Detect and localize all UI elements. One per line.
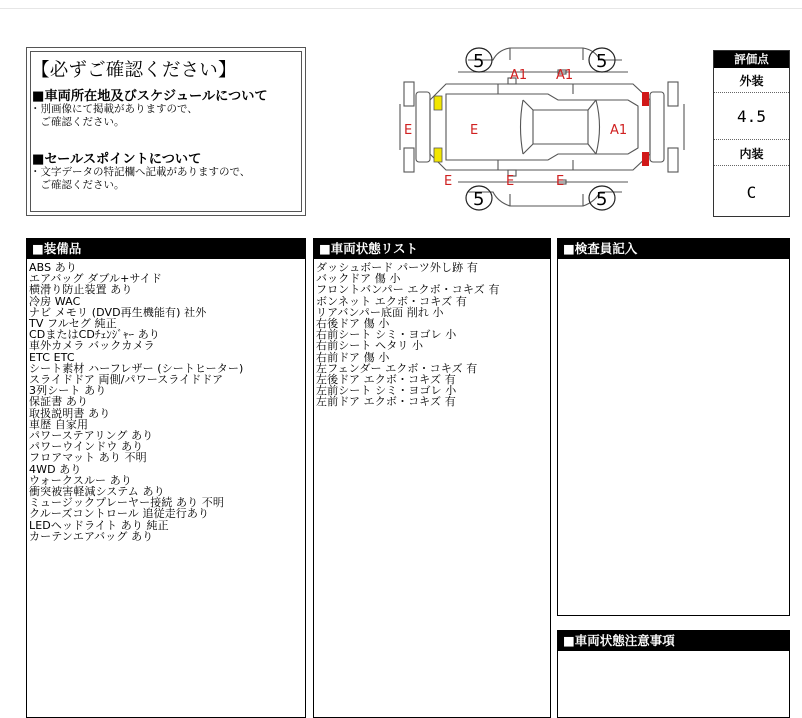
list-item: ABS あり — [29, 261, 77, 274]
damage-mark: E — [556, 174, 565, 189]
list-item: ナビ メモリ (DVD再生機能有) 社外 — [29, 305, 207, 319]
damage-mark: E — [506, 174, 515, 189]
sales-note-2: ご確認ください。 — [30, 179, 125, 191]
list-item: 横滑り防止装置 あり — [29, 283, 133, 297]
list-item: クルーズコントロール 追従走行あり — [29, 507, 210, 521]
damage-mark: A1 — [510, 68, 528, 83]
interior-grade-value: C — [746, 183, 757, 202]
list-item: バックドア 傷 小 — [316, 272, 401, 286]
list-item: フロアマット あり 不明 — [29, 451, 147, 465]
list-item: 右前シート シミ・ヨゴレ 小 — [316, 328, 457, 342]
list-item: スライドドア 両側/パワースライドドア — [29, 373, 224, 387]
damage-mark: E — [470, 123, 479, 138]
list-item: LEDヘッドライト あり 純正 — [29, 518, 169, 532]
list-item: ウォークスルー あり — [29, 473, 132, 487]
equipment-panel — [26, 238, 306, 718]
list-item: 左前シート シミ・ヨゴレ 小 — [316, 384, 457, 398]
sales-title: ■セールスポイントについて — [32, 152, 202, 167]
list-item: 保証書 あり — [29, 395, 89, 409]
notice-box — [26, 47, 306, 216]
list-item: TV フルセグ 純正 — [29, 317, 117, 331]
list-item: ETC ETC — [29, 350, 75, 364]
grade-box — [713, 50, 790, 217]
list-item: 3列シート あり — [29, 384, 107, 398]
location-note-1: ・別画像にて掲載がありますので、 — [30, 103, 198, 115]
wheel-mark-rear-top: 5 — [596, 51, 608, 72]
list-item: 取扱説明書 あり — [29, 406, 111, 420]
list-item: ボンネット エクボ・コキズ 有 — [316, 294, 467, 308]
exterior-grade-value: 4.5 — [737, 107, 766, 126]
grade-divider — [714, 92, 789, 93]
right-rear-light — [642, 152, 649, 166]
list-item: 左後ドア エクボ・コキズ 有 — [316, 373, 456, 387]
condition-title: ■車両状態リスト — [314, 239, 550, 259]
list-item: ダッシュボード パーツ外し跡 有 — [316, 261, 478, 274]
list-item: 冷房 WAC — [29, 294, 81, 308]
inspector-panel — [557, 238, 790, 616]
wheel-mark-rear-bottom: 5 — [596, 189, 608, 210]
list-item: フロントバンパー エクボ・コキズ 有 — [316, 283, 500, 297]
interior-label: 内装 — [739, 147, 764, 161]
sales-note-1: ・文字データの特記欄へ記載がありますので、 — [30, 166, 251, 178]
condition-list — [314, 259, 550, 408]
inspector-title: ■検査員記入 — [558, 239, 789, 259]
grade-divider — [714, 165, 789, 166]
list-item: ミュージックプレーヤー接続 あり 不明 — [29, 496, 225, 510]
list-item: 右後ドア 傷 小 — [316, 317, 390, 331]
list-item: 左前ドア エクボ・コキズ 有 — [316, 395, 456, 409]
left-rear-light — [642, 92, 649, 106]
location-note-2: ご確認ください。 — [30, 116, 125, 128]
top-divider — [0, 8, 802, 9]
list-item: 右前シート ヘタリ 小 — [316, 339, 424, 353]
exterior-label: 外装 — [739, 74, 764, 88]
condition-panel — [313, 238, 551, 718]
wheel-mark-front-bottom: 5 — [473, 189, 485, 210]
list-item: CDまたはCDﾁｪﾝｼﾞｬｰ あり — [29, 328, 160, 342]
caution-panel — [557, 630, 790, 718]
list-item: 衝突被害軽減システム あり — [29, 485, 165, 499]
list-item: 左フェンダー エクボ・コキズ 有 — [316, 361, 478, 375]
left-front-light — [434, 96, 442, 110]
damage-mark: E — [404, 123, 413, 138]
list-item: 4WD あり — [29, 462, 82, 476]
damage-mark: E — [444, 174, 453, 189]
notice-heading: 【必ずご確認ください】 — [31, 60, 237, 81]
list-item: エアバッグ ダブル+サイド — [29, 272, 162, 286]
equipment-list — [27, 259, 305, 542]
car-damage-diagram — [398, 42, 688, 214]
wheel-mark-front-top: 5 — [473, 51, 485, 72]
right-front-light — [434, 148, 442, 162]
caution-title: ■車両状態注意事項 — [558, 631, 789, 651]
list-item: 車歴 自家用 — [29, 417, 89, 431]
list-item: 車外カメラ バックカメラ — [29, 339, 155, 353]
list-item: カーテンエアバッグ あり — [29, 529, 154, 543]
list-item: パワーステアリング あり — [29, 429, 154, 443]
location-title: ■車両所在地及びスケジュールについて — [32, 89, 268, 104]
list-item: シート素材 ハーフレザー (シートヒーター) — [29, 361, 244, 375]
equipment-title: ■装備品 — [27, 239, 305, 259]
list-item: リアバンパー底面 削れ 小 — [316, 305, 444, 319]
grade-divider — [714, 139, 789, 140]
damage-mark: A1 — [556, 68, 574, 83]
list-item: 右前ドア 傷 小 — [316, 350, 390, 364]
list-item: パワーウインドウ あり — [29, 440, 144, 454]
damage-mark: A1 — [610, 123, 628, 138]
grade-header: 評価点 — [714, 51, 789, 68]
